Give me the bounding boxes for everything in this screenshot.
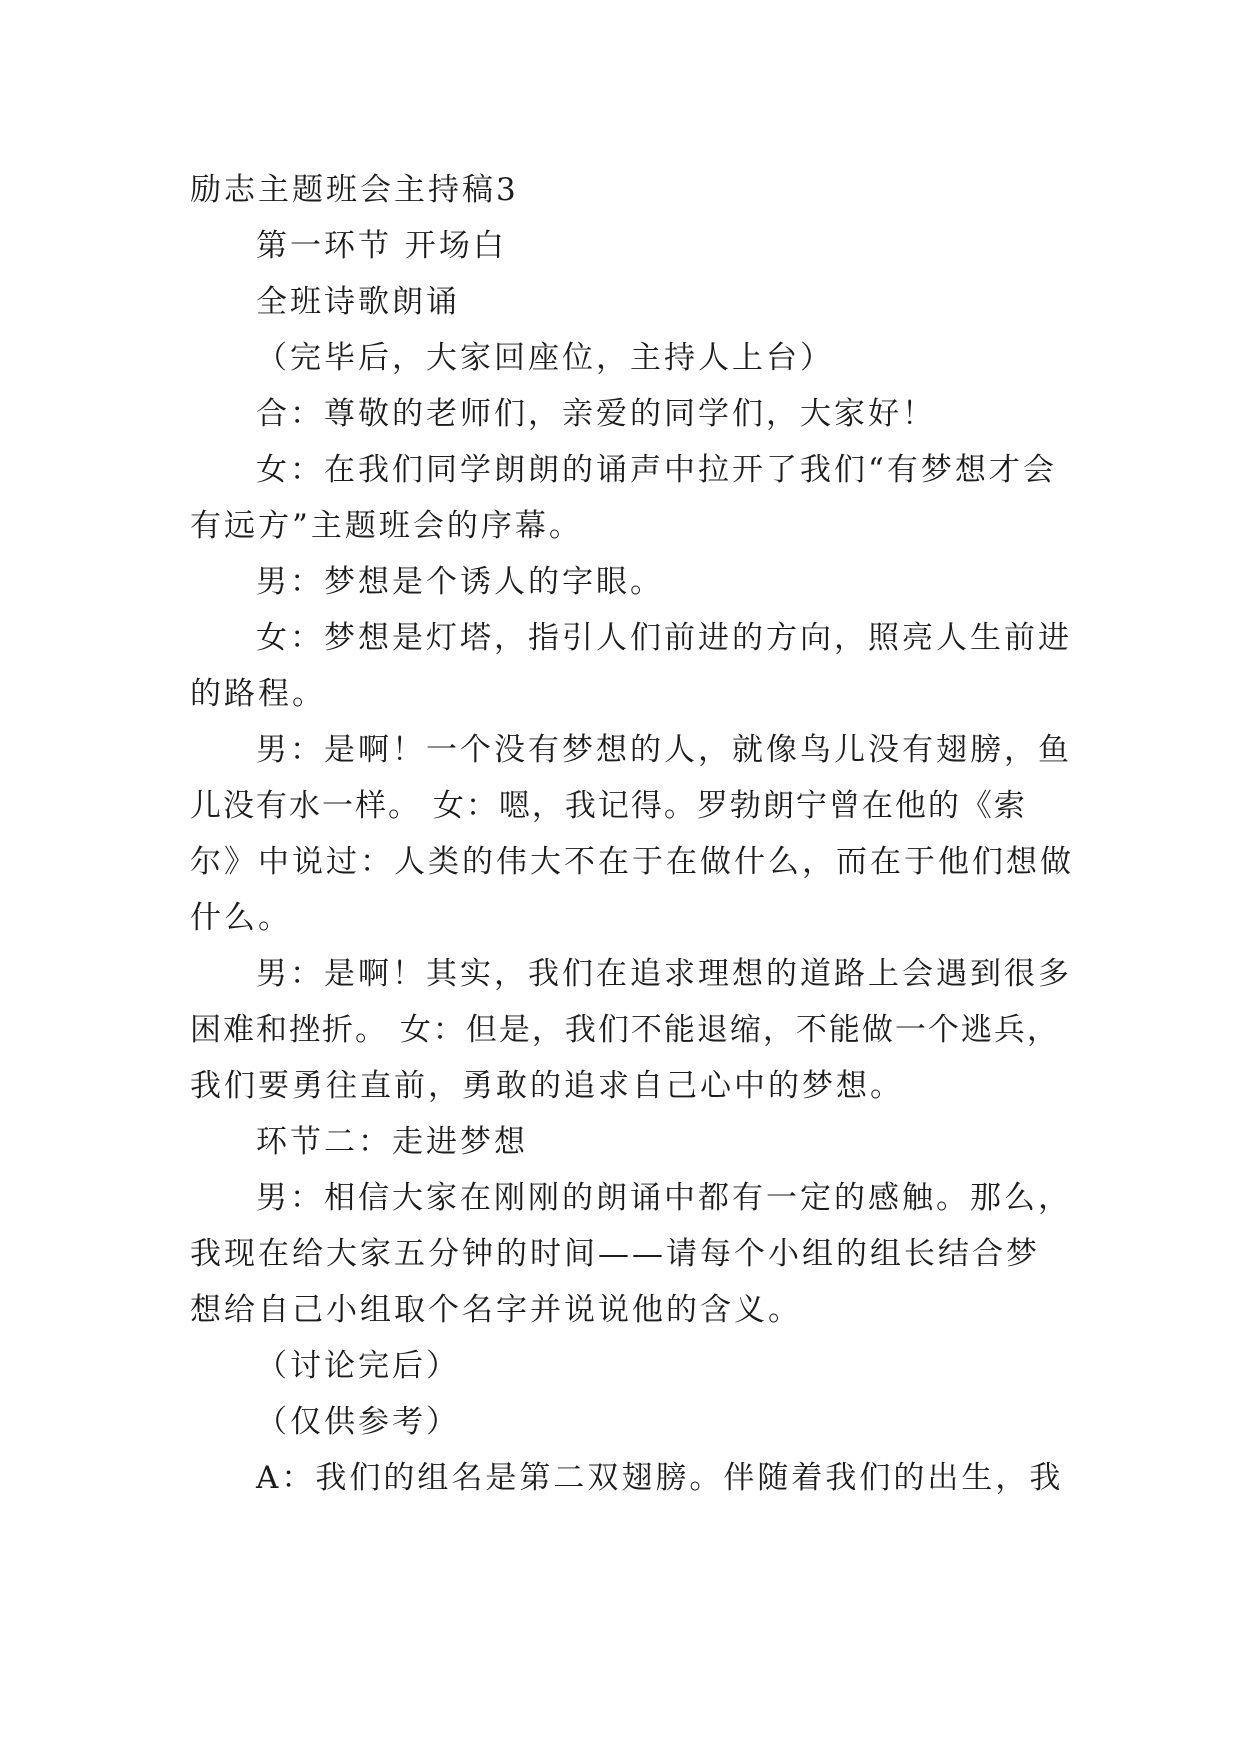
document-line: 想给自己小组取个名字并说说他的含义。	[190, 1292, 802, 1328]
document-line: （完毕后，大家回座位，主持人上台）	[256, 340, 834, 376]
document-line: 环节二：走进梦想	[256, 1124, 528, 1160]
document-line: 尔》中说过：人类的伟大不在于在做什么，而在于他们想做	[190, 844, 1074, 880]
document-line: 有远方”主题班会的序幕。	[190, 508, 583, 544]
document-line: （讨论完后）	[256, 1348, 460, 1384]
document-line: 男：相信大家在刚刚的朗诵中都有一定的感触。那么，	[256, 1180, 1072, 1216]
document-line: 儿没有水一样。 女：嗯，我记得。罗勃朗宁曾在他的《索	[190, 788, 1027, 824]
document-line: 困难和挫折。 女：但是，我们不能退缩，不能做一个逃兵，	[190, 1012, 1060, 1048]
document-line: 我们要勇往直前，勇敢的追求自己心中的梦想。	[190, 1068, 904, 1104]
document-line: 女：在我们同学朗朗的诵声中拉开了我们“有梦想才会	[256, 452, 1057, 488]
document-line: A：我们的组名是第二双翅膀。伴随着我们的出生，我	[256, 1460, 1064, 1496]
document-body	[190, 218, 1074, 1506]
document-line: 男：梦想是个诱人的字眼。	[256, 564, 664, 600]
document-title: 励志主题班会主持稿3	[190, 172, 519, 208]
document-line: 男：是啊！其实，我们在追求理想的道路上会遇到很多	[256, 956, 1072, 992]
document-line: 合：尊敬的老师们，亲爱的同学们，大家好！	[256, 396, 936, 432]
document-line: 男：是啊！一个没有梦想的人，就像鸟儿没有翅膀，鱼	[256, 732, 1072, 768]
document-line: 什么。	[190, 900, 292, 936]
document-line: 女：梦想是灯塔，指引人们前进的方向，照亮人生前进	[256, 620, 1072, 656]
document-line: （仅供参考）	[256, 1404, 460, 1440]
document-line: 我现在给大家五分钟的时间——请每个小组的组长结合梦	[190, 1236, 1040, 1272]
document-line: 第一环节 开场白	[256, 228, 507, 264]
document-line: 全班诗歌朗诵	[256, 284, 460, 320]
document-page	[190, 162, 1074, 1506]
document-line: 的路程。	[190, 676, 326, 712]
